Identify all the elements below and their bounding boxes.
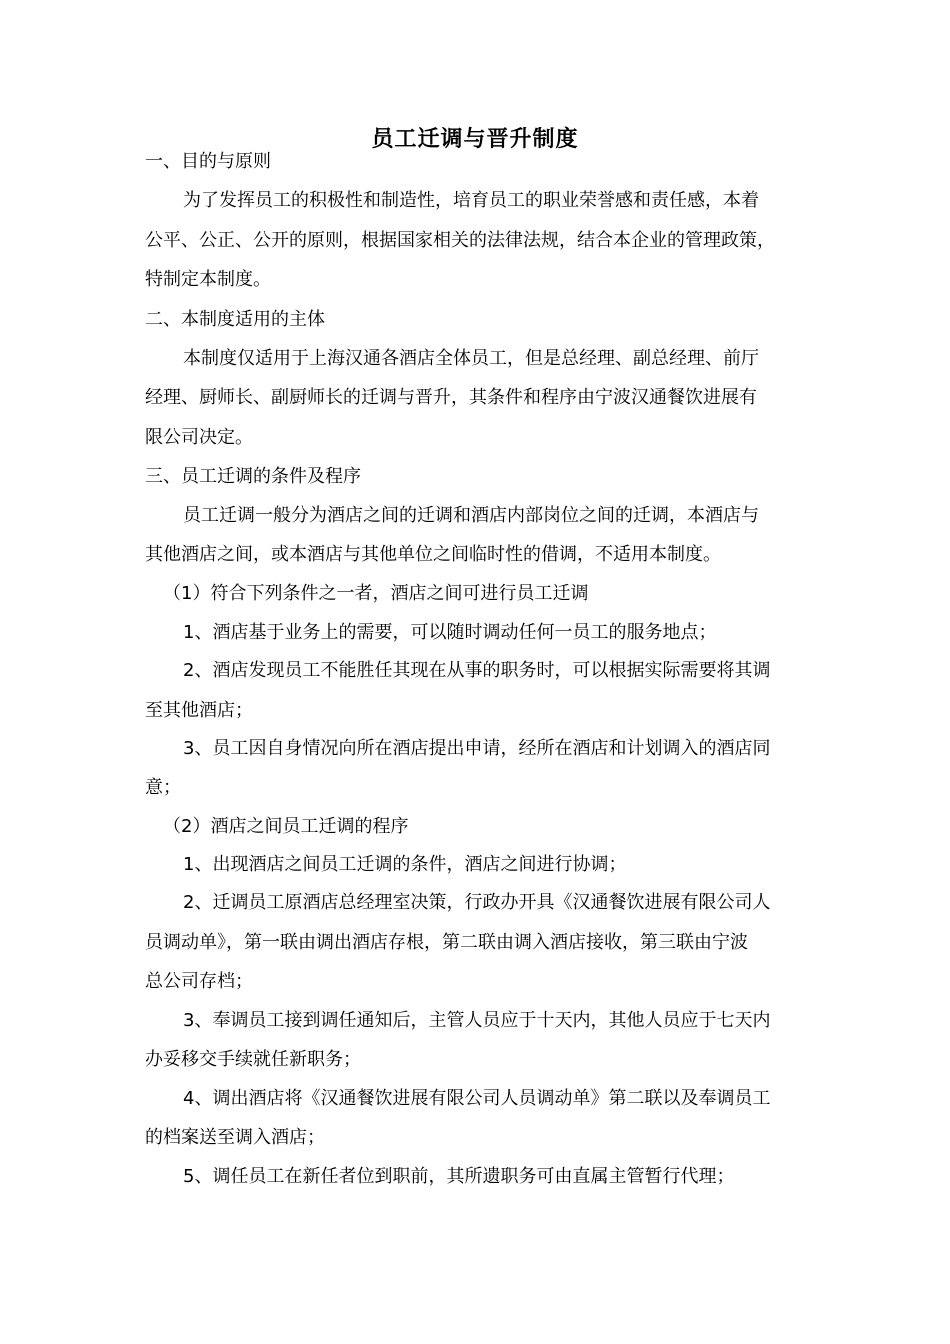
paragraph-line: 总公司存档； [145,971,253,992]
paragraph-line: 其他酒店之间，或本酒店与其他单位之间临时性的借调，不适用本制度。 [145,544,721,565]
paragraph-line: 办妥移交手续就任新职务； [145,1049,361,1070]
paragraph-line: 员工迁调一般分为酒店之间的迁调和酒店内部岗位之间的迁调，本酒店与 [183,505,759,526]
document-title: 员工迁调与晋升制度 [371,126,579,152]
paragraph-line: 限公司决定。 [145,427,253,448]
section-heading-1: 一、目的与原则 [145,151,271,172]
list-item: 3、员工因自身情况向所在酒店提出申请，经所在酒店和计划调入的酒店同 [183,738,771,759]
paragraph-line: 为了发挥员工的积极性和制造性，培育员工的职业荣誉感和责任感，本着 [183,190,759,211]
list-item: 1、出现酒店之间员工迁调的条件，酒店之间进行协调； [183,854,627,875]
paragraph-line: 员调动单》，第一联由调出酒店存根，第二联由调入酒店接收，第三联由宁波 [145,932,748,953]
list-item: 3、奉调员工接到调任通知后，主管人员应于十天内，其他人员应于七天内 [183,1010,771,1031]
paragraph-line: 公平、公正、公开的原则，根据国家相关的法律法规，结合本企业的管理政策， [145,230,775,251]
paragraph-line: 意； [145,777,181,798]
list-item: 2、迁调员工原酒店总经理室决策，行政办开具《汉通餐饮进展有限公司人 [183,892,771,913]
section-heading-3: 三、员工迁调的条件及程序 [145,466,361,487]
subsection-heading-2: （2）酒店之间员工迁调的程序 [163,816,409,837]
paragraph-line: 的档案送至调入酒店； [145,1127,325,1148]
subsection-heading-1: （1）符合下列条件之一者，酒店之间可进行员工迁调 [163,583,589,604]
list-item: 2、酒店发现员工不能胜任其现在从事的职务时，可以根据实际需要将其调 [183,660,771,681]
list-item: 5、调任员工在新任者位到职前，其所遗职务可由直属主管暂行代理； [183,1166,735,1187]
paragraph-line: 至其他酒店； [145,700,253,721]
paragraph-line: 经理、厨师长、副厨师长的迁调与晋升，其条件和程序由宁波汉通餐饮进展有 [145,387,757,408]
paragraph-line: 本制度仅适用于上海汉通各酒店全体员工，但是总经理、副总经理、前厅 [183,348,759,369]
list-item: 1、酒店基于业务上的需要，可以随时调动任何一员工的服务地点； [183,622,717,643]
list-item: 4、调出酒店将《汉通餐饮进展有限公司人员调动单》第二联以及奉调员工 [183,1088,771,1109]
paragraph-line: 特制定本制度。 [145,269,271,290]
section-heading-2: 二、本制度适用的主体 [145,309,325,330]
